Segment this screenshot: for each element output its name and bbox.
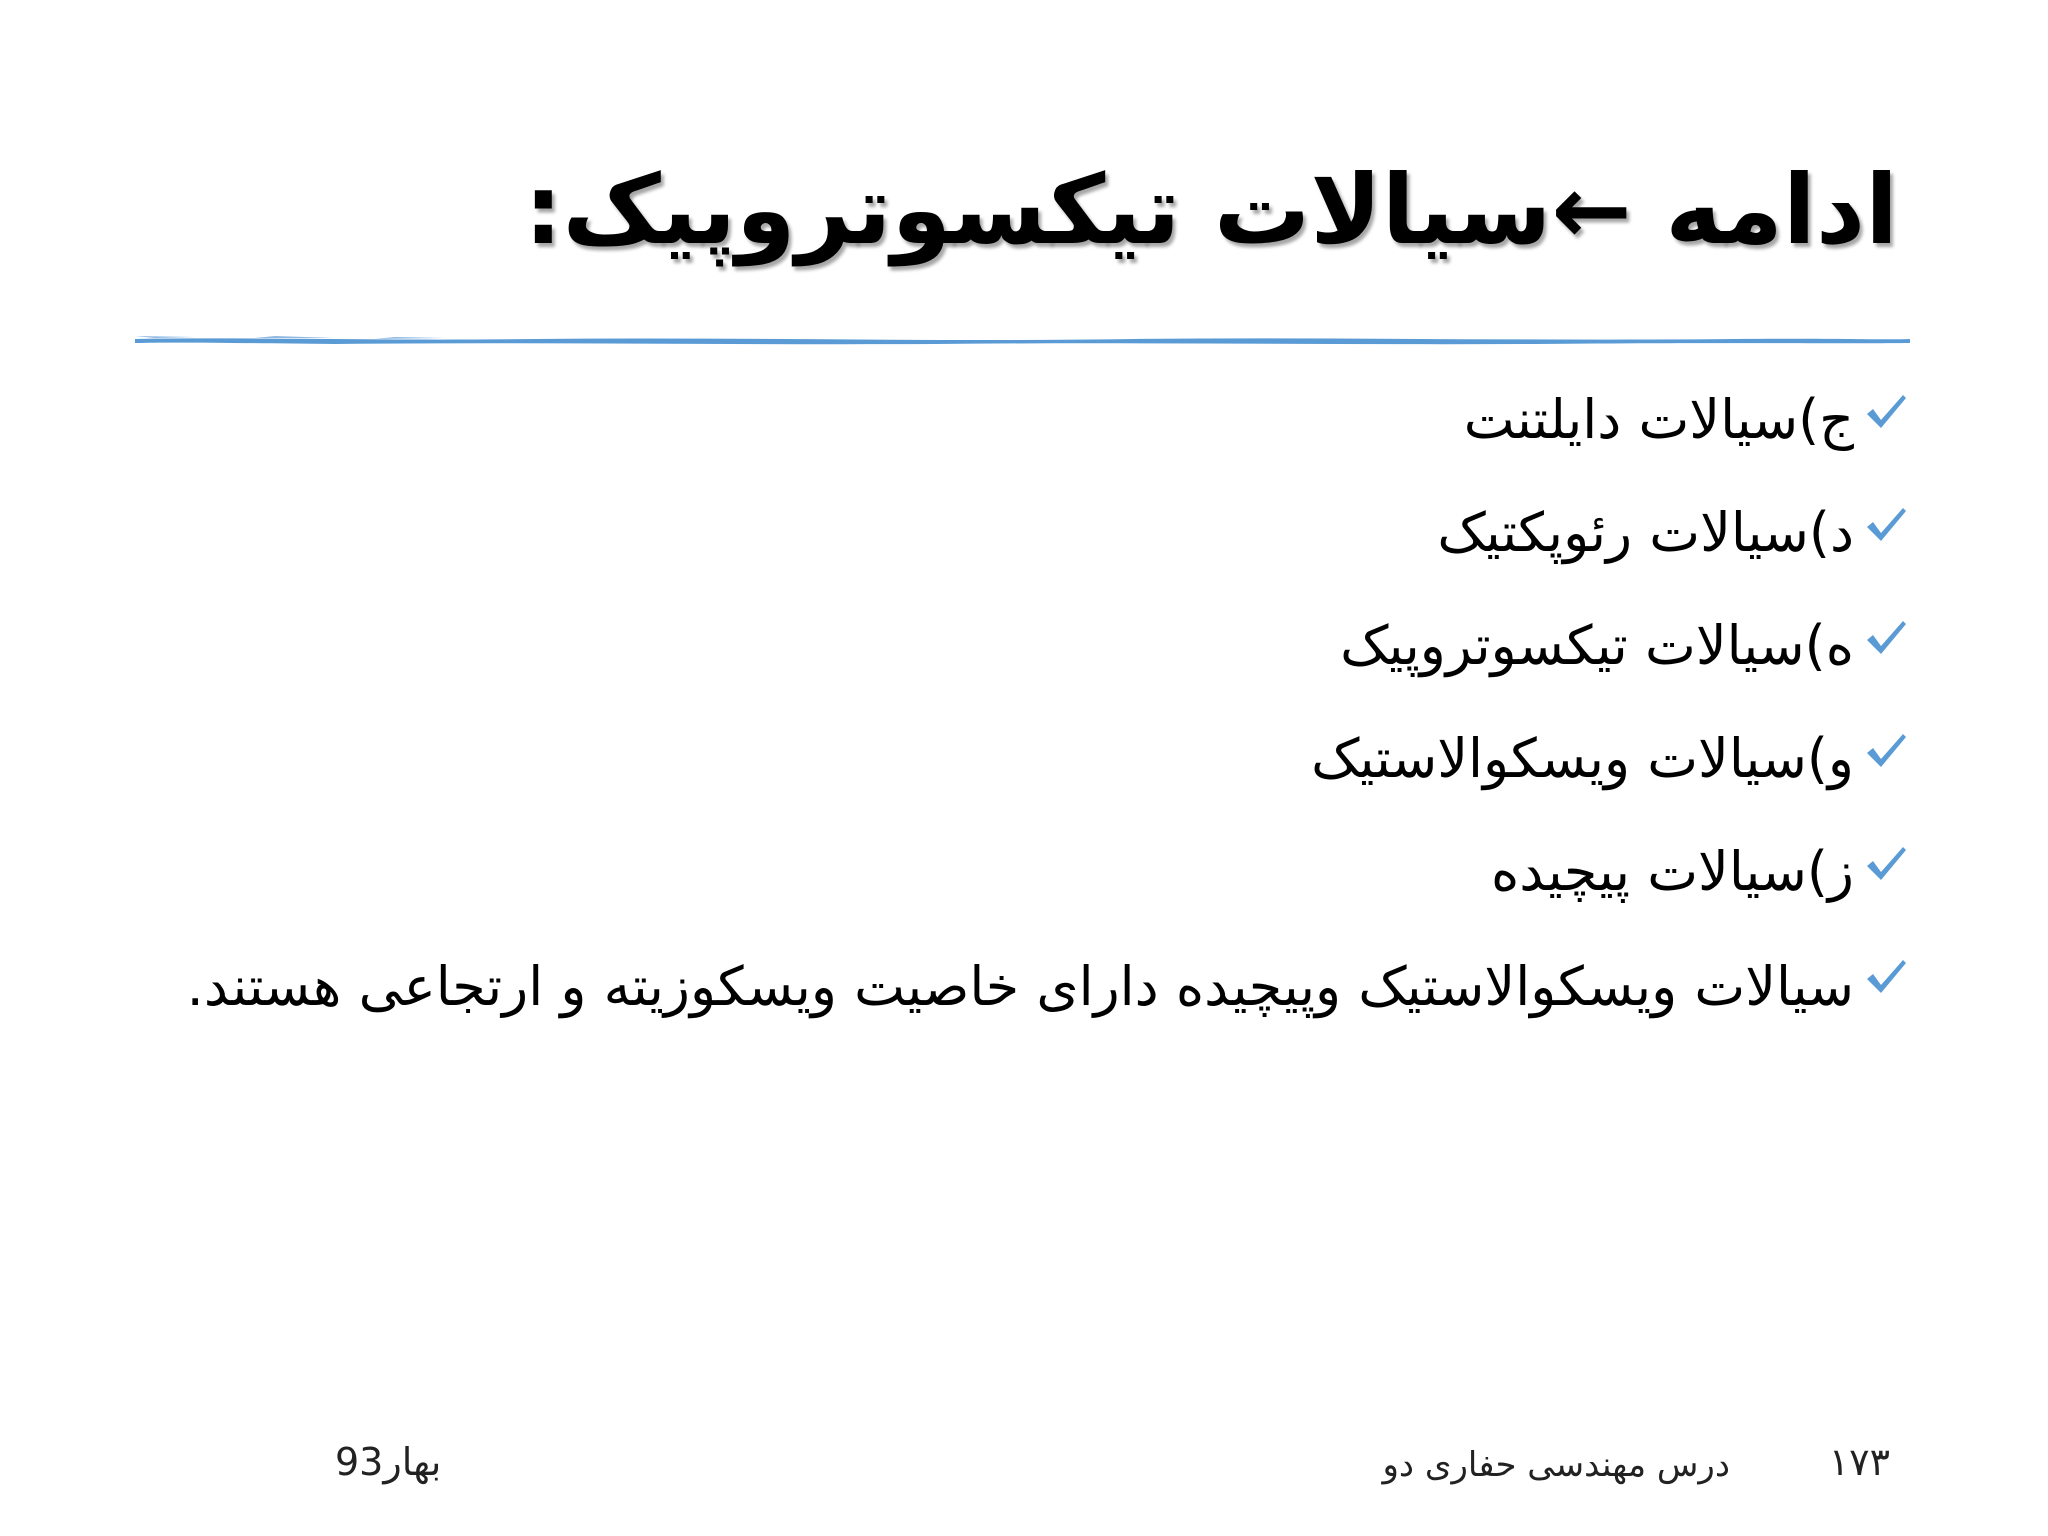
bullet-text: د)سیالات رئوپکتیک bbox=[1437, 501, 1854, 564]
title-divider bbox=[135, 330, 1910, 350]
bullet-text: و)سیالات ویسکوالاستیک bbox=[1311, 727, 1854, 790]
bullet-text: سیالات ویسکوالاستیک وپیچیده دارای خاصیت ویسکوزیته و ارتجاعی هستند. bbox=[186, 955, 1854, 1018]
checkmark-icon bbox=[1860, 832, 1908, 912]
bullet-item bbox=[148, 493, 1908, 606]
bullet-item bbox=[148, 945, 1908, 1029]
checkmark-icon bbox=[1860, 606, 1908, 686]
footer-term: بهار93 bbox=[335, 1440, 442, 1484]
checkmark-icon bbox=[1860, 719, 1908, 799]
checkmark-icon bbox=[1860, 380, 1908, 460]
checkmark-icon bbox=[1860, 945, 1908, 1025]
checkmark-icon bbox=[1860, 493, 1908, 573]
bullet-item bbox=[148, 606, 1908, 719]
bullet-text: ه)سیالات تیکسوتروپیک bbox=[1340, 614, 1854, 677]
bullet-text: ز)سیالات پیچیده bbox=[1490, 840, 1854, 903]
slide-title: ادامه ←سیالات تیکسوتروپیک: bbox=[524, 154, 1898, 266]
bullet-item bbox=[148, 380, 1908, 493]
bullet-item bbox=[148, 832, 1908, 945]
bullet-list bbox=[148, 380, 1908, 1029]
bullet-text: ج)سیالات دایلتنت bbox=[1463, 388, 1854, 451]
slide-number: ۱۷۳ bbox=[1828, 1440, 1890, 1484]
footer-course-title: درس مهندسی حفاری دو bbox=[1382, 1445, 1730, 1485]
bullet-item bbox=[148, 719, 1908, 832]
